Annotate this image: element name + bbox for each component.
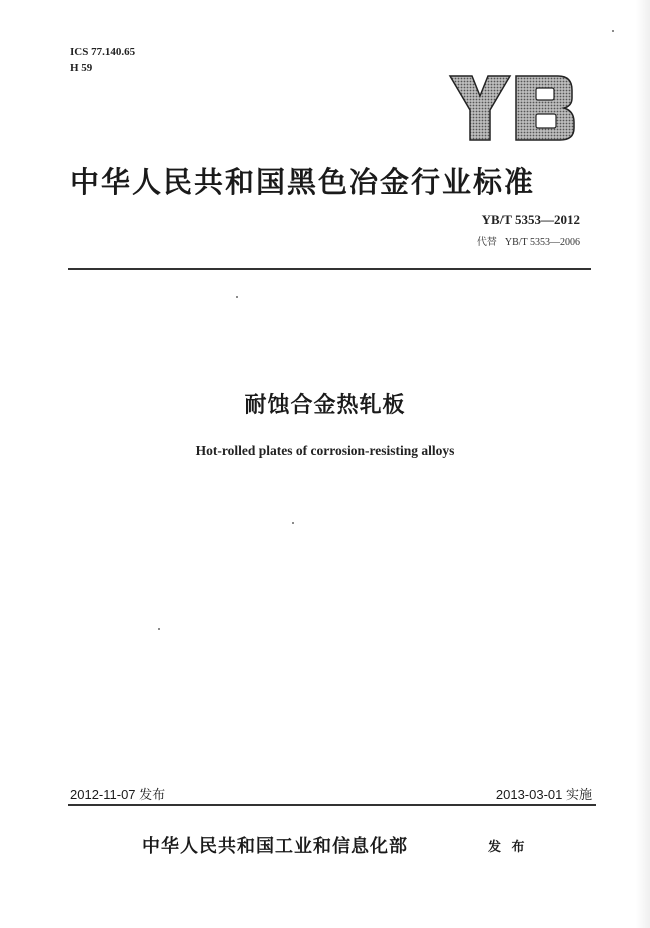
replaces-line: [477, 233, 580, 248]
replaced-standard-number: YB/T 5353—2006: [504, 237, 580, 248]
ccs-code: H 59: [70, 62, 93, 74]
scan-speck: [292, 522, 294, 524]
replaces-label: 代替: [476, 237, 497, 248]
scan-edge-shadow: [636, 0, 650, 928]
issue-date: 2012-11-07 发布: [70, 787, 166, 802]
scan-speck: [236, 296, 238, 298]
top-divider: [68, 268, 591, 270]
yb-standard-logo: [448, 74, 576, 142]
document-title-chinese: 耐蚀合金热轧板: [244, 393, 406, 418]
document-title-english: Hot-rolled plates of corrosion-resisting alloys: [195, 443, 455, 458]
classification-codes: [70, 44, 135, 76]
bottom-divider: [68, 804, 596, 806]
standard-category-title: 中华人民共和国黑色冶金行业标准: [70, 165, 536, 199]
scan-speck: [158, 628, 160, 630]
standard-number: YB/T 5353—2012: [481, 212, 580, 227]
ics-code: ICS 77.140.65: [70, 46, 136, 58]
issuing-authority: 中华人民共和国工业和信息化部: [142, 836, 408, 857]
issue-action: 发 布: [488, 840, 528, 855]
implementation-date: 2013-03-01 实施: [495, 787, 592, 802]
scan-speck: [612, 30, 614, 32]
